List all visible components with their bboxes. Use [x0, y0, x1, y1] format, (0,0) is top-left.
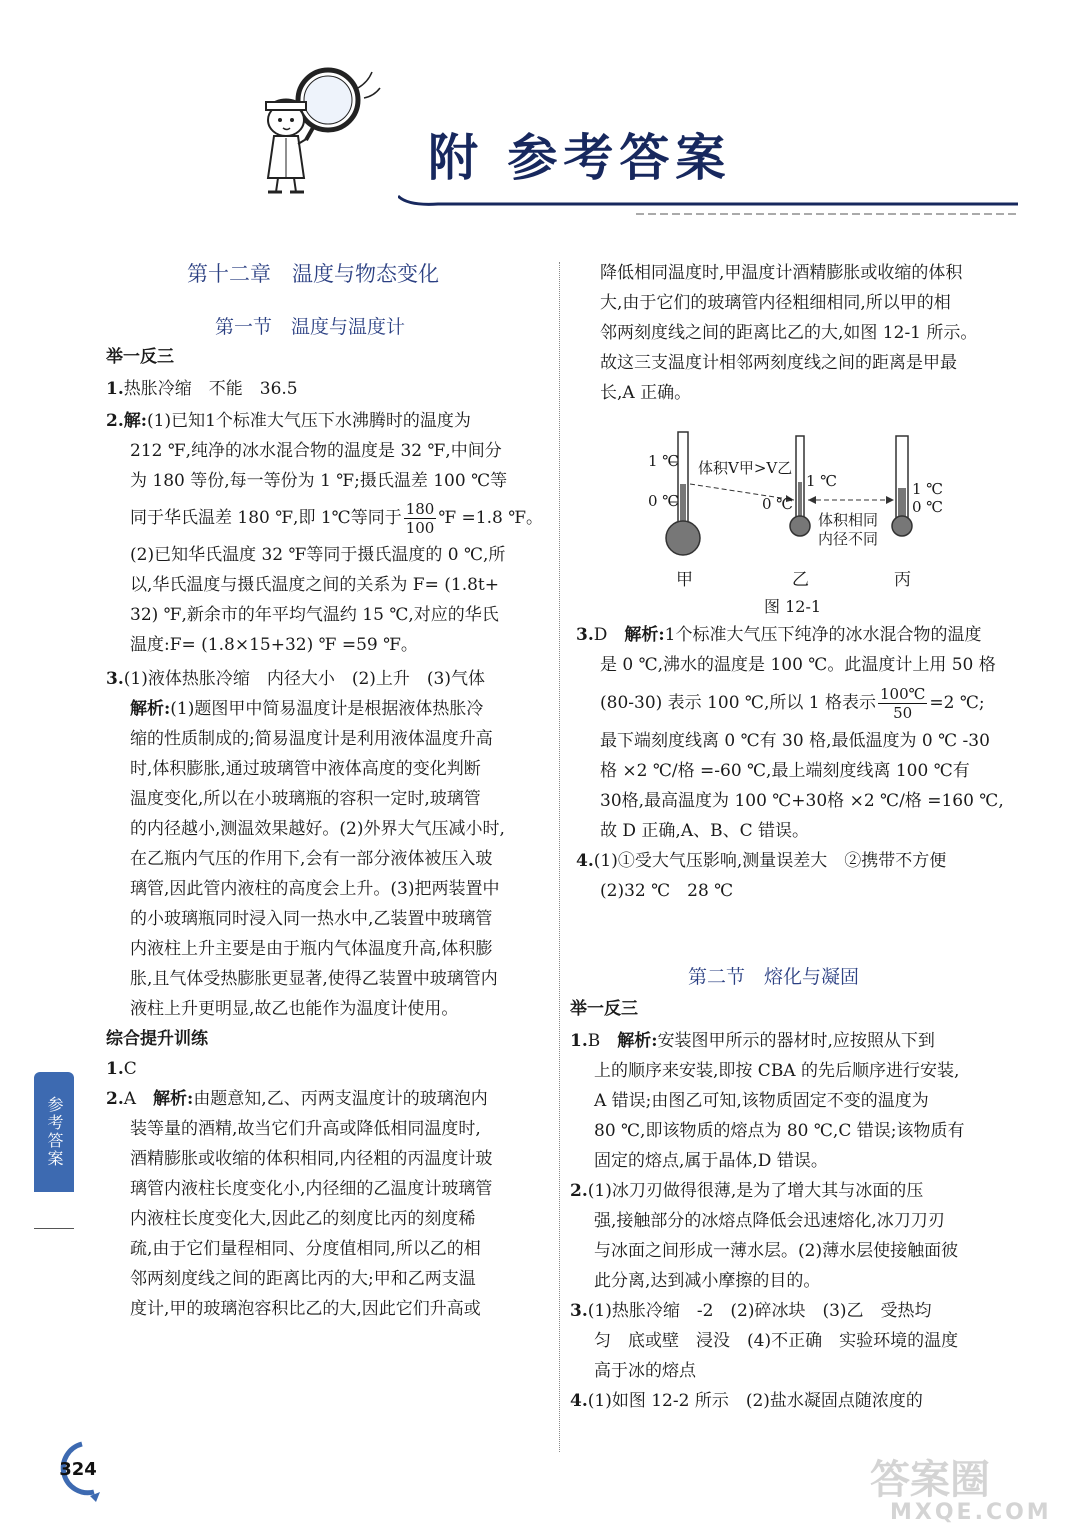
text-line: (2)已知华氏温度 32 ℉等同于摄氏温度的 0 ℃,所 [130, 545, 506, 565]
text-line: 降低相同温度时,甲温度计酒精膨胀或收缩的体积 [600, 263, 963, 283]
side-tab: 参考答案 [34, 1072, 74, 1192]
fraction: $\frac{180}{100}$ [405, 500, 435, 537]
subsection-heading: 举一反三 [570, 999, 638, 1019]
text-line: 上的顺序来安装,即按 CBA 的先后顺序进行安装, [594, 1061, 960, 1081]
chapter-title: 第十二章 温度与物态变化 [187, 262, 439, 286]
page-title: 附 参考答案 [428, 129, 732, 187]
fig-label-1c-bing: 1 ℃ [912, 480, 944, 498]
answer-item: 4.(1)如图 12-2 所示 (2)盐水凝固点随浓度的 [570, 1391, 923, 1411]
fig-label-0c-bing: 0 ℃ [912, 498, 944, 516]
text-line: (80-30) 表示 100 ℃,所以 1 格表示 $\frac{100℃}{50}$ =2 ℃; [600, 685, 985, 722]
fig-label-diff-bore: 内径不同 [818, 530, 879, 548]
thermometer-bing-bulb [892, 516, 912, 536]
answer-item: 3.D 解析:1个标准大气压下纯净的冰水混合物的温度 [576, 625, 982, 645]
header-dashed-rule [636, 212, 1016, 220]
fig-label-volume: 体积V甲>V乙 [698, 459, 793, 477]
text-line: 时,体积膨胀,通过玻璃管中液体高度的变化判断 [130, 759, 481, 779]
text-line: 疏,由于它们量程相同、分度值相同,所以乙的相 [130, 1239, 481, 1259]
text-line: 内液柱上升主要是由于瓶内气体温度升高,体积膨 [130, 939, 493, 959]
answer-item: 4.(1)①受大气压影响,测量误差大 ②携带不方便 [576, 851, 947, 871]
text-line: 液柱上升更明显,故乙也能作为温度计使用。 [130, 999, 459, 1019]
subsection-heading: 综合提升训练 [106, 1029, 208, 1049]
column-divider [559, 262, 560, 1452]
right-column-section2 [570, 1026, 1036, 1416]
fig-label-1c-jia: 1 ℃ [648, 452, 680, 470]
fraction: $\frac{100℃}{50}$ [879, 685, 926, 722]
figure-caption: 图 12-1 [764, 597, 822, 616]
text-line: A 错误;由图乙可知,该物质固定不变的温度为 [594, 1091, 929, 1111]
fig-label-bing: 丙 [894, 570, 911, 590]
text-line: 80 ℃,即该物质的熔点为 80 ℃,C 错误;该物质有 [594, 1121, 965, 1141]
watermark-logo: 答案圈 [870, 1457, 990, 1503]
header-illustration [246, 58, 386, 198]
text-line: 以,华氏温度与摄氏温度之间的关系为 F= (1.8t+ [130, 575, 499, 595]
right-column-top [576, 258, 1036, 408]
fig-label-0c-yi: 0 ℃ [762, 495, 794, 513]
title-underline [398, 194, 1018, 208]
text-line: 长,A 正确。 [600, 383, 692, 403]
fig-label-0c-jia: 0 ℃ [648, 492, 680, 510]
text-line: 此分离,达到减小摩擦的目的。 [594, 1271, 821, 1291]
watermark-url: MXQE.COM [890, 1500, 1052, 1525]
text-line: (2)32 ℃ 28 ℃ [600, 881, 734, 901]
text-line: 璃管,因此管内液柱的高度会上升。(3)把两装置中 [130, 879, 500, 899]
section-title: 第二节 熔化与凝固 [688, 966, 860, 988]
text-line: 缩的性质制成的;简易温度计是利用液体温度升高 [130, 729, 493, 749]
text-line: 度计,甲的玻璃泡容积比乙的大,因此它们升高或 [130, 1299, 481, 1319]
answer-item: 3.(1)热胀冷缩 -2 (2)碎冰块 (3)乙 受热均 [570, 1301, 932, 1321]
text-line: 212 ℉,纯净的冰水混合物的温度是 32 ℉,中间分 [130, 441, 502, 461]
fig-label-1c-yi: 1 ℃ [806, 472, 838, 490]
text-line: 强,接触部分的冰熔点降低会迅速熔化,冰刀刀刃 [594, 1211, 945, 1231]
text-line: 匀 底或壁 浸没 (4)不正确 实验环境的温度 [594, 1331, 959, 1351]
text-line: 故这三支温度计相邻两刻度线之间的距离是甲最 [600, 353, 957, 373]
text-line: 璃管内液柱长度变化小,内径细的乙温度计玻璃管 [130, 1179, 493, 1199]
subsection-heading: 举一反三 [106, 347, 174, 367]
text-line: 胀,且气体受热膨胀更显著,使得乙装置中玻璃管内 [130, 969, 498, 989]
answer-item: 2.A 解析:由题意知,乙、丙两支温度计的玻璃泡内 [106, 1089, 488, 1109]
page-number: 324 [59, 1458, 97, 1480]
text-line: 大,由于它们的玻璃管内径粗细相同,所以甲的相 [600, 293, 951, 313]
text-line: 固定的熔点,属于晶体,D 错误。 [594, 1151, 828, 1171]
thermometer-yi-bulb [790, 516, 810, 536]
text-line: 温度变化,所以在小玻璃瓶的容积一定时,玻璃管 [130, 789, 481, 809]
text-line: 为 180 等份,每一等份为 1 ℉;摄氏温差 100 ℃等 [130, 471, 508, 491]
answer-item: 2.解:(1)已知1个标准大气压下水沸腾时的温度为 [106, 411, 471, 431]
answer-item: 3.(1)液体热胀冷缩 内径大小 (2)上升 (3)气体 [106, 669, 485, 689]
text-line: 温度:F= (1.8×15+32) ℉ =59 ℉。 [130, 635, 418, 655]
text-line: 32) ℉,新余市的年平均气温约 15 ℃,对应的华氏 [130, 605, 499, 625]
fig-label-same-volume: 体积相同 [818, 511, 879, 529]
fig-label-yi: 乙 [792, 570, 809, 590]
text-line: 酒精膨胀或收缩的体积相同,内径粗的丙温度计玻 [130, 1149, 493, 1169]
answer-item: 2.(1)冰刀刃做得很薄,是为了增大其与冰面的压 [570, 1181, 924, 1201]
text-line: 装等量的酒精,故当它们升高或降低相同温度时, [130, 1119, 481, 1139]
text-line: 的小玻璃瓶同时浸入同一热水中,乙装置中玻璃管 [130, 909, 493, 929]
fig-label-jia: 甲 [676, 570, 693, 590]
text-line: 在乙瓶内气压的作用下,会有一部分液体被压入玻 [130, 849, 493, 869]
text-line: 邻两刻度线之间的距离比丙的大;甲和乙两支温 [130, 1269, 476, 1289]
answer-item: 1.热胀冷缩 不能 36.5 [106, 379, 298, 399]
text-line: 30格,最高温度为 100 ℃+30格 ×2 ℃/格 =160 ℃, [600, 791, 1004, 811]
right-column-bottom [576, 620, 1036, 906]
text-line: 同于华氏温差 180 ℉,即 1℃等同于 $\frac{180}{100}$ ℉ =1.8 ℉。 [130, 500, 544, 537]
text-line: 与冰面之间形成一薄水层。(2)薄水层使接触面彼 [594, 1241, 959, 1261]
answer-item: 1.B 解析:安装图甲所示的器材时,应按照从下到 [570, 1031, 935, 1051]
text-line: 是 0 ℃,沸水的温度是 100 ℃。此温度计上用 50 格 [600, 655, 996, 675]
answer-item: 1.C [106, 1059, 137, 1079]
text-line: 故 D 正确,A、B、C 错误。 [600, 821, 810, 841]
side-tab-rule [34, 1228, 74, 1229]
left-column-text [106, 374, 552, 1324]
text-line: 邻两刻度线之间的距离比乙的大,如图 12-1 所示。 [600, 323, 978, 343]
section-title: 第一节 温度与温度计 [215, 316, 406, 338]
text-line: 的内径越小,测温效果越好。(2)外界大气压减小时, [130, 819, 505, 839]
text-line: 格 ×2 ℃/格 =-60 ℃,最上端刻度线离 100 ℃有 [600, 761, 970, 781]
text-line: 解析:(1)题图甲中简易温度计是根据液体热胀冷 [130, 699, 484, 719]
thermometer-jia-bulb [666, 521, 700, 555]
text-line: 内液柱长度变化大,因此乙的刻度比丙的刻度稀 [130, 1209, 476, 1229]
text-line: 高于冰的熔点 [594, 1361, 696, 1381]
text-line: 最下端刻度线离 0 ℃有 30 格,最低温度为 0 ℃ -30 [600, 731, 990, 751]
